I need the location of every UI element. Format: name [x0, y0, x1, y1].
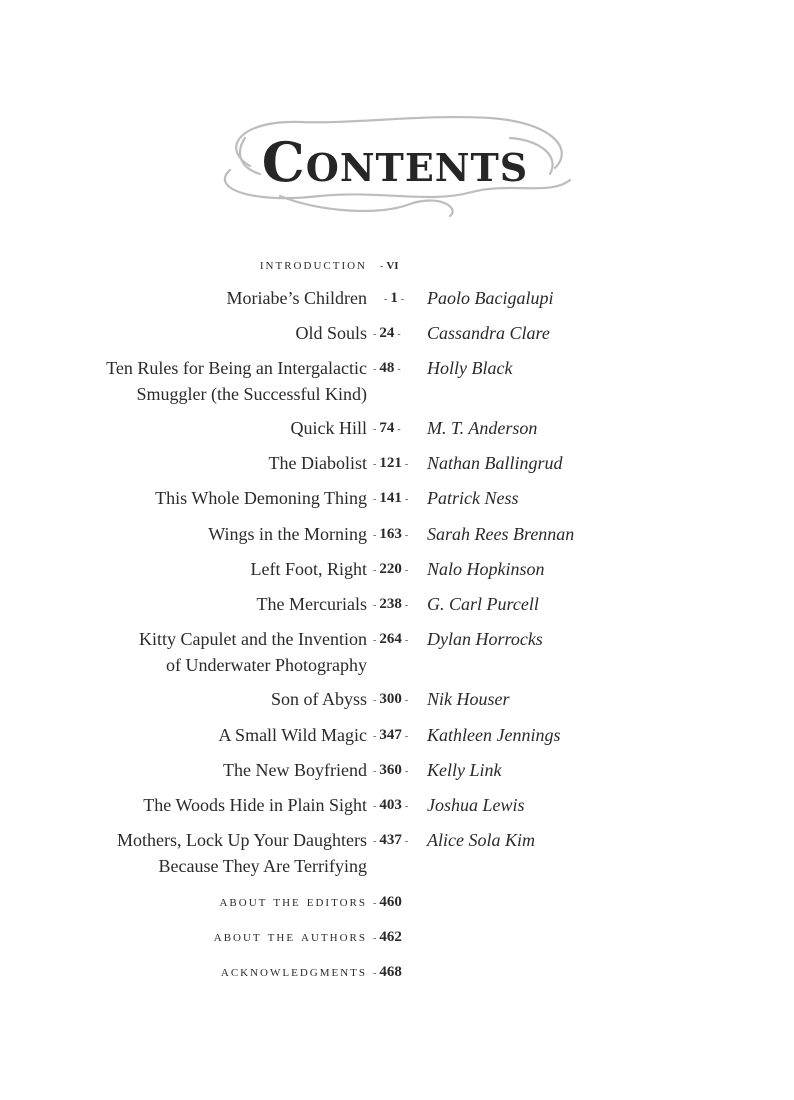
page-number: - 462: [373, 929, 402, 945]
entry-author: Nik Houser: [427, 689, 510, 709]
page-number: - 74 -: [373, 420, 401, 436]
entry-author: Sarah Rees Brennan: [427, 524, 575, 544]
entry-title-line2: of Underwater Photography: [166, 655, 367, 675]
page-number: - 460: [373, 894, 402, 910]
entry-author: Nalo Hopkinson: [427, 559, 545, 579]
page-number: - vi: [380, 257, 399, 273]
page-number: - 468: [373, 964, 402, 980]
page-number: - 264 -: [373, 631, 409, 647]
entry-title: Ten Rules for Being an Intergalactic: [106, 358, 367, 378]
page-number: - 220 -: [373, 561, 409, 577]
page-number: - 300 -: [373, 691, 409, 707]
page-number: - 403 -: [373, 797, 409, 813]
entry-title: The Mercurials: [256, 594, 367, 614]
entry-title: about the authors: [213, 928, 367, 945]
entry-author: Dylan Horrocks: [427, 629, 543, 649]
entry-title: Left Foot, Right: [250, 559, 367, 579]
page-number: - 347 -: [373, 727, 409, 743]
entry-title: Son of Abyss: [270, 689, 367, 709]
entry-title: Wings in the Morning: [208, 524, 367, 544]
entry-author: Kelly Link: [427, 760, 502, 780]
entry-title: introduction: [259, 256, 367, 273]
entry-author: Kathleen Jennings: [427, 725, 561, 745]
entry-title: This Whole Demoning Thing: [155, 488, 367, 508]
entry-title: Quick Hill: [290, 418, 367, 438]
entry-author: Patrick Ness: [427, 488, 519, 508]
entry-author: Cassandra Clare: [427, 323, 550, 343]
entry-author: G. Carl Purcell: [427, 594, 539, 614]
entry-title: Kitty Capulet and the Invention: [139, 629, 367, 649]
entry-author: Joshua Lewis: [427, 795, 525, 815]
entry-author: Alice Sola Kim: [427, 830, 535, 850]
entry-title: The Woods Hide in Plain Sight: [143, 795, 367, 815]
entry-title: about the editors: [219, 893, 367, 910]
page-number: - 163 -: [373, 526, 409, 542]
entry-title: The Diabolist: [268, 453, 367, 473]
page-number: - 1 -: [384, 290, 405, 306]
page-number: - 437 -: [373, 832, 409, 848]
page-title: Contents: [261, 130, 529, 194]
entry-author: Paolo Bacigalupi: [427, 288, 554, 308]
entry-author: Holly Black: [427, 358, 513, 378]
entry-author: Nathan Ballingrud: [427, 453, 563, 473]
entry-title: Old Souls: [295, 323, 367, 343]
page-number: - 24 -: [373, 325, 401, 341]
entry-title-line2: Because They Are Terrifying: [158, 856, 367, 876]
entry-title-line2: Smuggler (the Successful Kind): [136, 384, 367, 404]
page-number: - 121 -: [373, 455, 409, 471]
page-number: - 141 -: [373, 490, 409, 506]
entry-title: Mothers, Lock Up Your Daughters: [117, 830, 367, 850]
entry-title: A Small Wild Magic: [218, 725, 367, 745]
page-number: - 48 -: [373, 360, 401, 376]
entry-title: acknowledgments: [220, 963, 367, 980]
page-number: - 238 -: [373, 596, 409, 612]
entry-title: Moriabe’s Children: [226, 288, 367, 308]
page-number: - 360 -: [373, 762, 409, 778]
entry-author: M. T. Anderson: [427, 418, 538, 438]
entry-title: The New Boyfriend: [223, 760, 367, 780]
